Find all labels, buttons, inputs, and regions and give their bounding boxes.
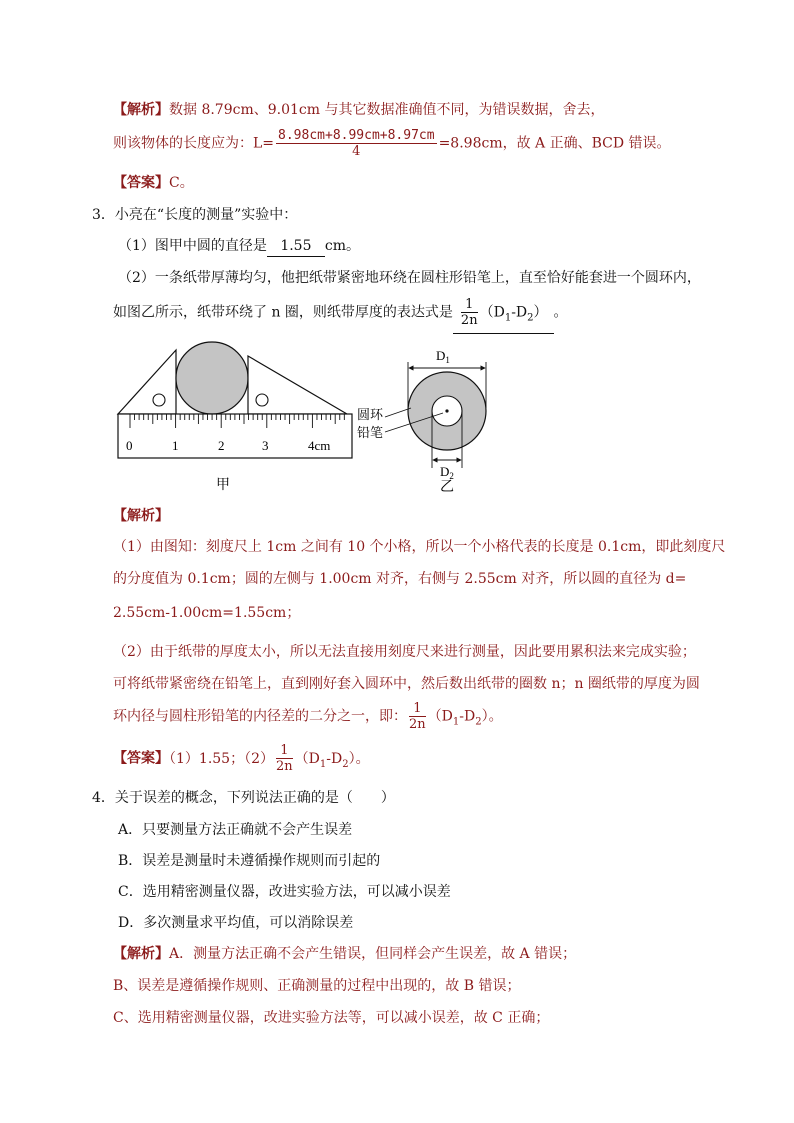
q3-part1-blank: 1.55 <box>267 236 325 257</box>
q3-blank-expr-mid: -D <box>511 304 528 321</box>
figure-jia-ruler-circle <box>112 338 362 498</box>
q3-analysis-sub2: 2 <box>475 716 482 728</box>
q4-analysis-a-text: A．测量方法正确不会产生错误，但同样会产生误差，故 A 错误； <box>169 946 577 962</box>
q4-analysis-c: C、选用精密测量仪器，改进实验方法等，可以减小误差，故 C 正确； <box>113 1010 550 1026</box>
left-set-square <box>118 350 176 414</box>
q3-analysis-line6 <box>113 701 503 737</box>
q3-part2-line1: （2）一条纸带厚薄均匀，他把纸带紧密地环绕在圆柱形铅笔上，直至恰好能套进一个圆环内， <box>118 270 701 286</box>
ruler-tick-label-4: 4cm <box>308 438 331 453</box>
q4-option-b: B．误差是测量时未遵循操作规则而引起的 <box>118 853 381 869</box>
q3-analysis-line3: 2.55cm-1.00cm=1.55cm； <box>113 605 301 621</box>
q3-analysis-line6-suffix: 。 <box>488 708 503 725</box>
q2-fraction-denominator: 4 <box>352 144 361 159</box>
q4-analysis-tag: 【解析】 <box>113 946 169 962</box>
q3-analysis-expr-open: （D <box>427 708 453 725</box>
q2-formula-prefix: 则该物体的长度应为：L= <box>113 135 275 152</box>
q2-formula-fraction <box>276 128 437 159</box>
q3-part1-suffix: cm。 <box>324 238 361 254</box>
q4-option-a: A．只要测量方法正确就不会产生误差 <box>118 822 353 838</box>
q3-part2-suffix: 。 <box>553 304 568 321</box>
q4-analysis-a <box>113 944 576 964</box>
q3-blank-sub1: 1 <box>504 312 512 324</box>
q3-analysis-line5: 可将纸带紧密绕在铅笔上，直到刚好套入圆环中，然后数出纸带的圈数 n；n 圈纸带的厚度为圆 <box>113 676 700 692</box>
q3-blank-frac-num: 1 <box>461 297 478 313</box>
q3-answer <box>113 743 370 779</box>
q3-answer-frac-den: 2n <box>276 759 293 774</box>
q4-option-c: C．选用精密测量仪器，改进实验方法，可以减小误差 <box>118 884 451 900</box>
q2-formula-suffix: =8.98cm，故 A 正确、BCD 错误。 <box>438 135 671 152</box>
q2-analysis-text: 数据 8.79cm、9.01cm 与其它数据准确值不同，为错误数据，舍去， <box>169 102 605 118</box>
q3-blank-frac-den: 2n <box>460 313 478 328</box>
q3-answer-prefix: （1）1.55；（2） <box>169 750 274 767</box>
answer-tag: 【答案】 <box>113 175 169 191</box>
figure-jia-caption: 甲 <box>216 478 230 493</box>
right-set-square-hole <box>256 394 268 406</box>
q3-analysis-fraction <box>409 701 426 732</box>
pencil-center <box>445 409 448 412</box>
q3-analysis-tag <box>113 506 169 526</box>
q4-stem: 4．关于误差的概念，下列说法正确的是（ ） <box>92 790 395 806</box>
q2-analysis-line1 <box>113 100 604 120</box>
q3-analysis-tag-text: 【解析】 <box>113 508 169 524</box>
d2-label: $D_2$ <box>440 464 454 481</box>
figure-yi-ring-pencil <box>356 340 506 495</box>
q3-answer-expr-mid: -D <box>326 750 343 767</box>
ring-leader-line <box>385 408 411 417</box>
ring-label: 圆环 <box>357 407 384 422</box>
q3-answer-expr-open: （D <box>294 750 320 767</box>
q3-analysis-expr-mid: -D <box>459 708 476 725</box>
q3-stem: 3．小亮在“长度的测量”实验中： <box>92 207 298 223</box>
q3-answer-sub1: 1 <box>319 758 327 770</box>
measured-circle <box>176 342 248 414</box>
left-set-square-hole <box>153 394 165 406</box>
ruler-tick-label-0: 0 <box>126 438 133 453</box>
q3-answer-body <box>169 743 370 774</box>
q3-answer-expr-close: ） <box>348 750 356 767</box>
analysis-tag: 【解析】 <box>113 102 169 118</box>
q3-answer-sub2: 2 <box>342 758 349 770</box>
pencil-label: 铅笔 <box>357 425 384 440</box>
q3-part2-line2 <box>113 297 568 334</box>
q3-expression-blank <box>453 297 554 334</box>
q3-answer-frac-num: 1 <box>276 743 293 759</box>
q3-analysis-sub1: 1 <box>452 716 460 728</box>
q3-part1 <box>118 236 360 257</box>
q2-analysis-line2 <box>113 128 671 159</box>
q3-blank-expr-open: （D <box>479 304 505 321</box>
figure-yi-caption: 乙 <box>440 480 454 495</box>
d1-label: $D_1$ <box>436 348 450 365</box>
q3-blank-sub2: 2 <box>527 312 534 324</box>
q3-analysis-line1: （1）由图知：刻度尺上 1cm 之间有 10 个小格，所以一个小格代表的长度是 0.1cm，即此刻度尺 <box>113 539 726 555</box>
ruler-tick-label-3: 3 <box>262 438 269 453</box>
q2-answer <box>113 173 194 193</box>
q2-fraction-numerator: 8.98cm+8.99cm+8.97cm <box>278 128 435 143</box>
q3-answer-suffix: 。 <box>355 750 370 767</box>
q2-answer-text: C。 <box>169 175 194 191</box>
q4-analysis-b: B、误差是遵循操作规则、正确测量的过程中出现的，故 B 错误； <box>113 978 521 994</box>
q4-option-d: D．多次测量求平均值，可以消除误差 <box>118 915 354 931</box>
q3-blank-expr-close: ） <box>533 304 548 321</box>
q3-analysis-line2: 的分度值为 0.1cm；圆的左侧与 1.00cm 对齐，右侧与 2.55cm 对齐，所以圆的直径为 d= <box>113 571 687 587</box>
q3-analysis-line4: （2）由于纸带的厚度太小，所以无法直接用刻度尺来进行测量，因此要用累积法来完成实验； <box>113 644 696 660</box>
q3-blank-fraction <box>461 297 478 328</box>
q3-analysis-line6-prefix: 环内径与圆柱形铅笔的内径差的二分之一，即： <box>113 708 407 725</box>
ruler-tick-label-1: 1 <box>172 438 179 453</box>
q3-part1-prefix: （1）图甲中圆的直径是 <box>118 238 267 254</box>
q3-analysis-expr-close: ） <box>481 708 489 725</box>
q3-analysis-frac-den: 2n <box>409 717 426 732</box>
q3-answer-fraction <box>276 743 293 774</box>
q3-part2-prefix: 如图乙所示，纸带环绕了 n 圈，则纸带厚度的表达式是 <box>113 304 453 321</box>
ruler-tick-label-2: 2 <box>218 438 225 453</box>
q3-answer-tag: 【答案】 <box>113 750 169 767</box>
q3-analysis-frac-num: 1 <box>409 701 426 717</box>
